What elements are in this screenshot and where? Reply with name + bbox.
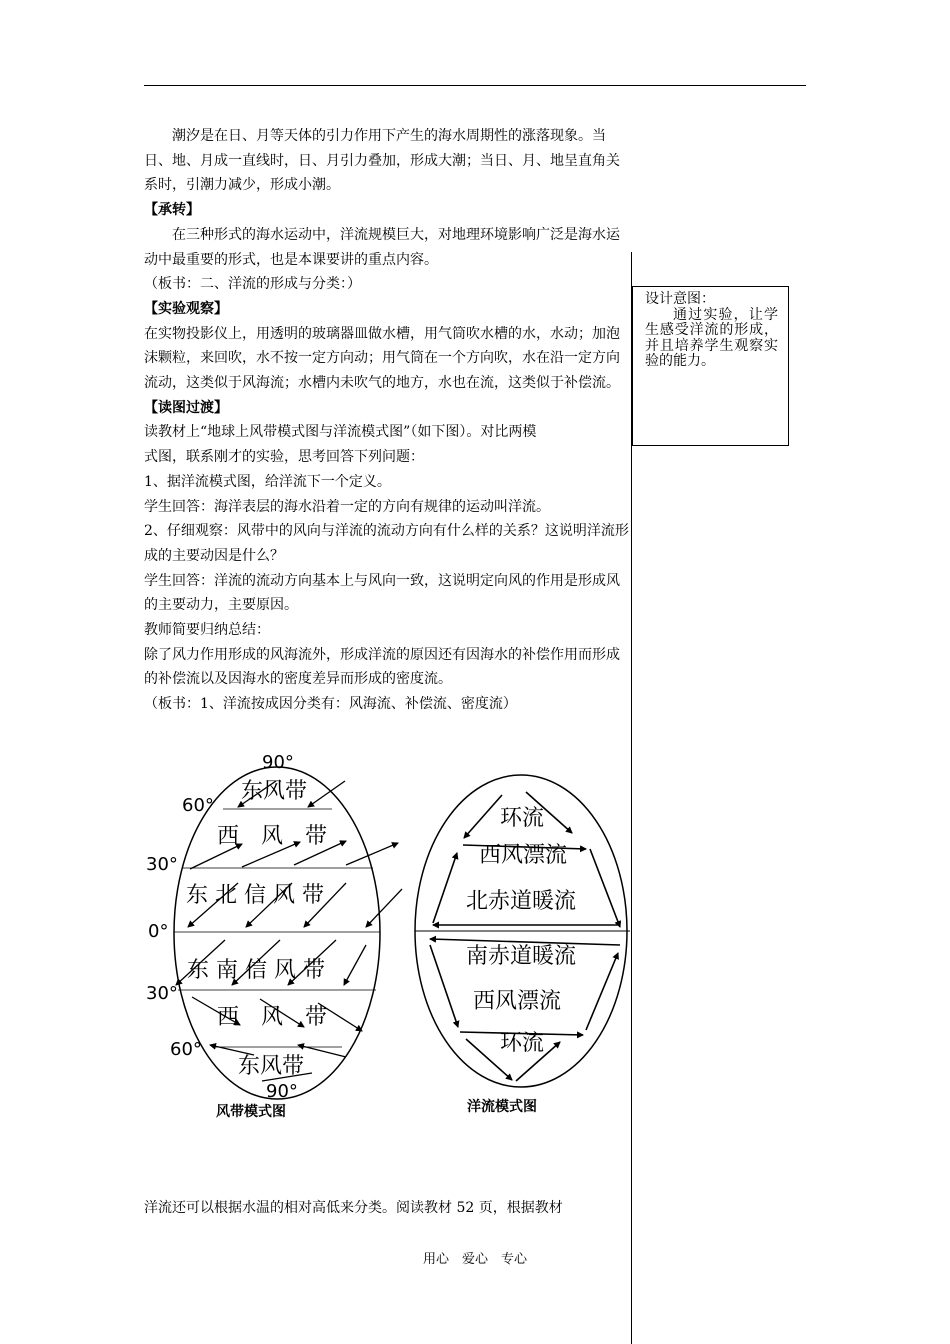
wind-arrow	[366, 889, 402, 927]
current-arrow	[433, 853, 457, 923]
page-footer: 用心 爱心 专心	[422, 1252, 527, 1267]
board-note-1: （板书：二、洋流的形成与分类：）	[144, 276, 361, 293]
belt-westerlies-north: 西 风 带	[217, 824, 328, 849]
belt-se-trades: 东 南 信 风 带	[187, 958, 325, 983]
question-2: 2、仔细观察：风带中的风向与洋流的流动方向有什么样的关系？这说明洋流形成的主要动因是什么？	[144, 523, 629, 564]
summary-paragraph: 除了风力作用形成的风海流外，形成洋流的原因还有因海水的补偿作用而形成的补偿流以及因海水的密度差异而形成的密度流。	[144, 646, 620, 688]
lat-label-s30: 30°	[146, 983, 178, 1004]
teacher-summary-label: 教师简要归纳总结：	[144, 622, 270, 639]
current-diagram-caption: 洋流模式图	[467, 1099, 537, 1115]
current-polar-gyre-south: 环流	[500, 1031, 545, 1056]
current-north-equatorial: 北赤道暖流	[466, 889, 577, 914]
wind-arrow	[308, 781, 345, 807]
current-south-equatorial: 南赤道暖流	[466, 944, 577, 969]
wind-and-current-diagrams	[140, 745, 640, 1125]
answer-2: 学生回答：洋流的流动方向基本上与风向一致，这说明定向风的作用是形成风的主要动力，主要原因。	[144, 572, 620, 614]
design-intent-box	[632, 286, 789, 446]
wind-belt-diagram	[146, 752, 402, 1120]
lat-label-n30: 30°	[146, 854, 178, 875]
paragraph-continuation: 洋流还可以根据水温的相对高低来分类。阅读教材 52 页，根据教材	[144, 1200, 563, 1216]
paragraph-read-b: 式图，联系刚才的实验，思考回答下列问题：	[144, 449, 424, 466]
heading-experiment: 【实验观察】	[144, 300, 228, 317]
lat-label-equator: 0°	[148, 921, 169, 942]
paragraph-intro: 在三种形式的海水运动中，洋流规模巨大，对地理环境影响广泛是海水运动中最重要的形式，也是本课要讲的重点内容。	[144, 226, 620, 268]
lesson-body	[144, 124, 632, 717]
lat-label-s60: 60°	[170, 1039, 202, 1060]
design-intent-text: 通过实验，让学生感受洋流的形成，并且培养学生观察实验的能力。	[645, 306, 778, 369]
current-arrow	[464, 795, 502, 838]
lat-label-n90: 90°	[262, 752, 294, 773]
wind-arrow	[190, 844, 242, 869]
current-arrow	[586, 953, 618, 1030]
current-west-wind-drift-north: 西风漂流	[479, 843, 568, 868]
board-note-2: （板书：1、洋流按成因分类有：风海流、补偿流、密度流）	[144, 696, 517, 713]
answer-1: 学生回答：海洋表层的海水沿着一定的方向有规律的运动叫洋流。	[144, 498, 550, 515]
wind-diagram-caption: 风带模式图	[216, 1104, 286, 1120]
wind-arrow	[344, 945, 366, 985]
belt-polar-easterlies-north: 东风带	[241, 779, 308, 804]
belt-polar-easterlies-south: 东风带	[238, 1054, 305, 1079]
paragraph-experiment: 在实物投影仪上，用透明的玻璃器皿做水槽，用气筒吹水槽的水，水动；加泡沫颗粒，来回吹，水不按一定方向动；用气筒在一个方向吹，水在沿一定方向流动，这类似于风海流；水槽内未吹气的地方，水也在流，这类似于补偿流。	[144, 325, 620, 392]
paragraph-read-a: 读教材上“地球上风带模式图与洋流模式图”（如下图）。对比两模	[144, 424, 537, 441]
current-polar-gyre-north: 环流	[500, 806, 545, 831]
heading-transition: 【承转】	[144, 202, 200, 219]
belt-ne-trades: 东 北 信 风 带	[186, 883, 324, 908]
lat-label-s90: 90°	[266, 1081, 298, 1102]
heading-map-reading: 【读图过渡】	[144, 399, 228, 416]
belt-westerlies-south: 西 风 带	[217, 1005, 328, 1030]
wind-arrow	[210, 1045, 254, 1055]
wind-globe-outline	[174, 767, 380, 1099]
design-intent-title: 设计意图：	[645, 291, 715, 307]
header-rule	[144, 85, 806, 86]
current-west-wind-drift-south: 西风漂流	[473, 989, 562, 1014]
paragraph-tide: 潮汐是在日、月等天体的引力作用下产生的海水周期性的涨落现象。当日、地、月成一直线时，日、月引力叠加，形成大潮；当日、月、地呈直角关系时，引潮力减少，形成小潮。	[144, 128, 620, 194]
lat-label-n60: 60°	[182, 795, 214, 816]
ocean-current-diagram	[415, 775, 630, 1115]
question-1: 1、据洋流模式图，给洋流下一个定义。	[144, 473, 391, 490]
current-arrow	[430, 945, 458, 1027]
wind-arrow	[346, 843, 398, 865]
